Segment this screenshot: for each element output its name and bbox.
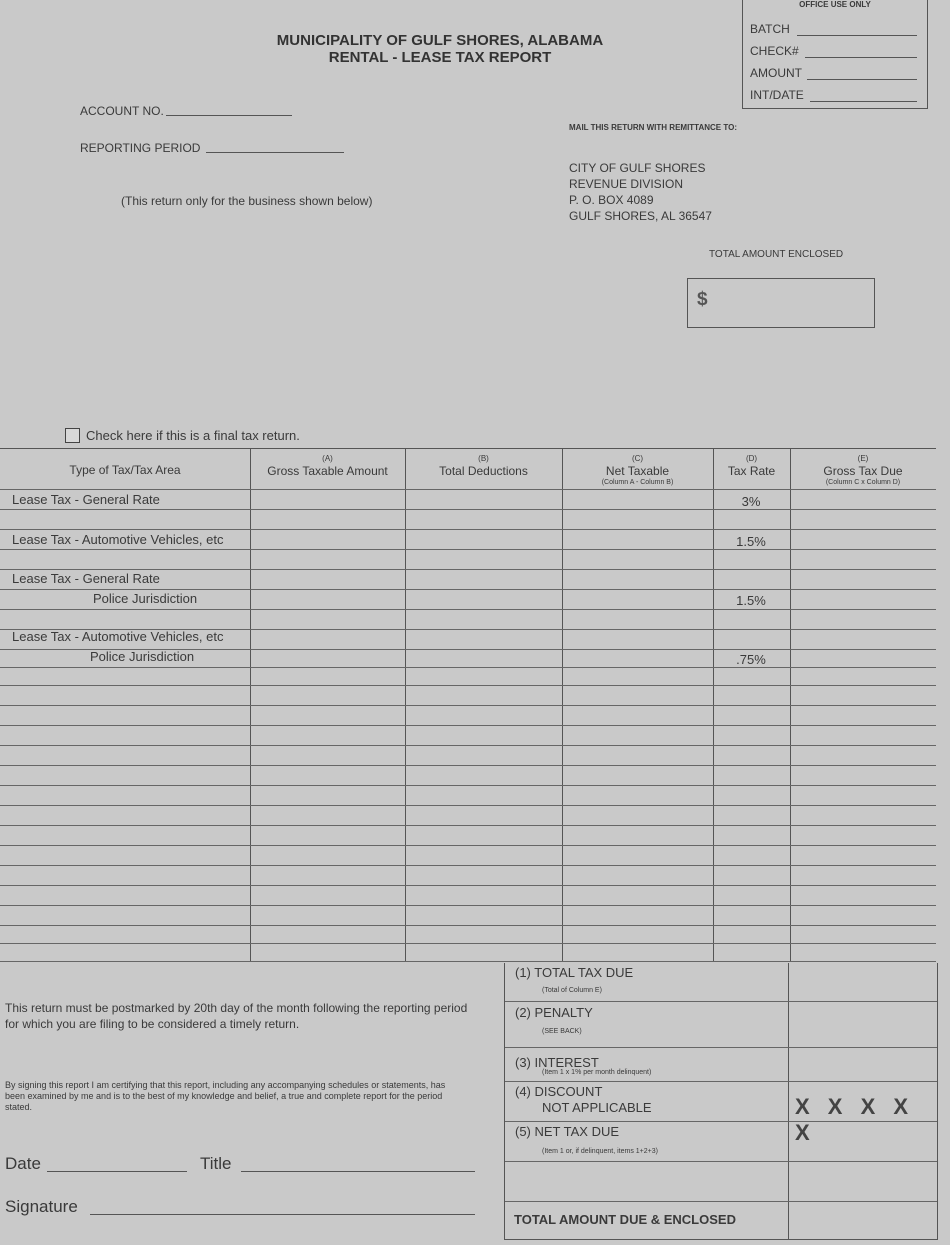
reporting-period-field[interactable] [206, 152, 344, 153]
tax-table [0, 448, 936, 962]
certification-text: By signing this report I am certifying that this report, including any accompanying schedules or statements, has been examined by me and is to the best of my knowledge and belief, a true and complete report for the period stated. [5, 1080, 446, 1112]
col-header-c: (C) Net Taxable (Column A - Column B) [601, 454, 674, 486]
rate-general-pj: 1.5% [736, 593, 766, 608]
int-date-field[interactable]: INT/DATE [750, 88, 917, 104]
row-label-automotive: Lease Tax - Automotive Vehicles, etc [12, 532, 224, 547]
row-label-general-pj: Lease Tax - General Rate [12, 571, 160, 586]
date-label: Date [5, 1154, 41, 1173]
total-enclosed-input[interactable] [687, 278, 875, 328]
net-tax-due-note: (Item 1 or, if delinquent, items 1+2+3) [542, 1148, 658, 1155]
row-label-general: Lease Tax - General Rate [12, 492, 160, 507]
final-return-label: Check here if this is a final tax return. [86, 428, 300, 443]
interest-note: (Item 1 x 1% per month delinquent) [542, 1069, 652, 1076]
rate-automotive: 1.5% [736, 534, 766, 549]
interest-label: (3) INTEREST [515, 1055, 599, 1070]
col-header-e: (E) Gross Tax Due (Column C x Column D) [823, 454, 903, 486]
deadline-notice: This return must be postmarked by 20th day of the month following the reporting period for which you are filing to be considered a timely return. [5, 1001, 468, 1031]
net-tax-due-label: (5) NET TAX DUE [515, 1124, 620, 1139]
account-no-label: ACCOUNT NO. [80, 104, 164, 118]
discount-not-applicable: NOT APPLICABLE [542, 1100, 652, 1115]
total-tax-due-note: (Total of Column E) [542, 987, 602, 994]
title-line-2: RENTAL - LEASE TAX REPORT [328, 49, 552, 66]
account-no-field[interactable] [166, 115, 292, 116]
discount-x-marks: X X X X X [795, 1094, 915, 1145]
amount-field[interactable]: AMOUNT [750, 66, 917, 82]
title-label: Title [200, 1154, 232, 1173]
summary-box [504, 963, 938, 1240]
penalty-label: (2) PENALTY [515, 1005, 593, 1020]
check-number-field[interactable]: CHECK# [750, 44, 917, 60]
total-tax-due-label: (1) TOTAL TAX DUE [515, 965, 634, 980]
address-line-2: REVENUE DIVISION [569, 177, 684, 191]
office-use-heading: OFFICE USE ONLY [799, 0, 871, 9]
office-use-box [742, 0, 928, 109]
row-sub-general-pj: Police Jurisdiction [93, 591, 198, 606]
signature-label: Signature [5, 1197, 78, 1216]
rate-general: 3% [741, 494, 761, 509]
address-line-4: GULF SHORES, AL 36547 [569, 209, 712, 223]
col-header-a: (A) Gross Taxable Amount [267, 454, 388, 478]
address-line-3: P. O. BOX 4089 [569, 193, 654, 207]
batch-field[interactable]: BATCH [750, 22, 917, 38]
total-due-enclosed-label: TOTAL AMOUNT DUE & ENCLOSED [514, 1212, 736, 1227]
rate-automotive-pj: .75% [736, 652, 766, 667]
mail-instruction: MAIL THIS RETURN WITH REMITTANCE TO: [569, 123, 737, 132]
penalty-note: (SEE BACK) [542, 1028, 582, 1035]
col-header-d: (D) Tax Rate [727, 454, 776, 478]
reporting-period-label: REPORTING PERIOD [80, 141, 201, 155]
col-header-type: Type of Tax/Tax Area [69, 463, 181, 477]
business-note: (This return only for the business shown below) [121, 194, 373, 208]
signature-field[interactable] [90, 1214, 475, 1215]
title-line-1: MUNICIPALITY OF GULF SHORES, ALABAMA [276, 32, 604, 49]
dollar-sign: $ [697, 289, 708, 310]
date-field[interactable] [47, 1171, 187, 1172]
row-sub-automotive-pj: Police Jurisdiction [90, 649, 195, 664]
total-enclosed-label: TOTAL AMOUNT ENCLOSED [709, 249, 844, 260]
mailing-address [569, 160, 712, 224]
address-line-1: CITY OF GULF SHORES [569, 161, 706, 175]
row-label-automotive-pj: Lease Tax - Automotive Vehicles, etc [12, 629, 224, 644]
title-field[interactable] [241, 1171, 475, 1172]
col-header-b: (B) Total Deductions [439, 454, 528, 478]
form-title [215, 32, 665, 66]
discount-label: (4) DISCOUNT [515, 1084, 603, 1099]
final-return-checkbox[interactable] [65, 428, 80, 443]
